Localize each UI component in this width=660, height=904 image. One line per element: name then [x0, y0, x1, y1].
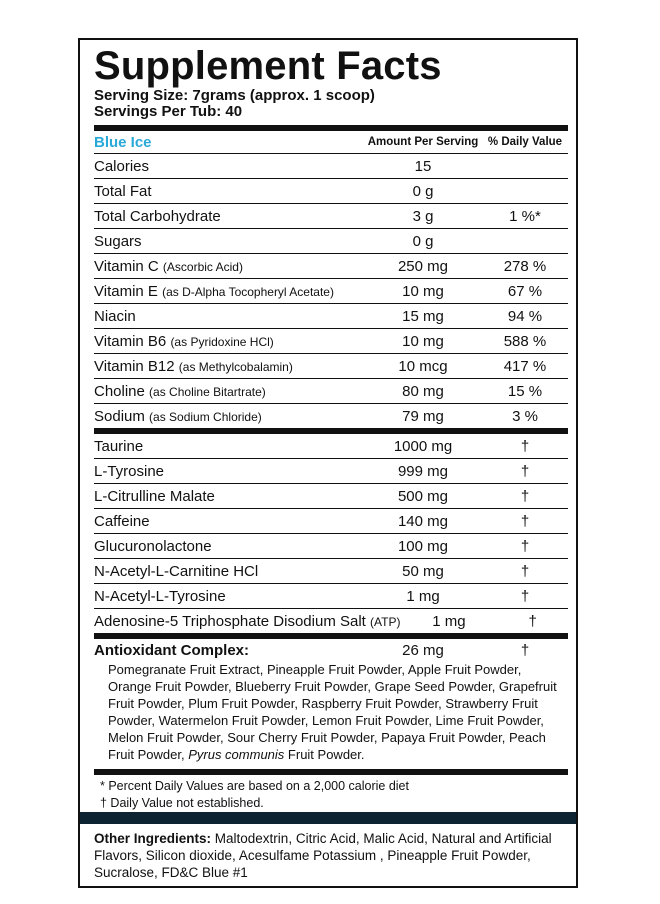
blend-name: N-Acetyl-L-Carnitine HCl	[94, 562, 259, 580]
blend-row	[94, 434, 568, 458]
other-ingredients-label: Other Ingredients:	[94, 831, 212, 846]
blend-amount: 1 mg	[432, 612, 466, 630]
nutrients-amount: 10 mg	[402, 282, 444, 300]
blend-amount: 100 mg	[397, 537, 449, 555]
nutrients-amount: 15 mg	[402, 307, 444, 325]
nutrients-name: Niacin	[94, 307, 136, 325]
blend-name: L-Tyrosine	[94, 462, 165, 480]
nutrients-amount: 15	[414, 157, 432, 175]
nutrients-name: Sodium (as Sodium Chloride)	[94, 407, 262, 425]
nutrients-row	[94, 304, 568, 328]
flavor-name: Blue Ice	[94, 133, 152, 151]
nutrients-daily-value: 1 %*	[509, 207, 541, 225]
blend-daily-value: †	[520, 487, 530, 505]
divider-thick	[94, 769, 568, 775]
nutrients-name: Vitamin B6 (as Pyridoxine HCl)	[94, 332, 274, 350]
blend-name: Glucuronolactone	[94, 537, 212, 555]
nutrients-daily-value: 94 %	[507, 307, 543, 325]
divider-band	[80, 812, 576, 824]
nutrient-list	[94, 154, 568, 428]
blend-list	[94, 434, 568, 633]
nutrients-amount: 3 g	[412, 207, 434, 225]
nutrients-name: Vitamin B12 (as Methylcobalamin)	[94, 357, 293, 375]
antioxidant-amount: 26 mg	[402, 641, 444, 659]
other-ingredients-text: Maltodextrin, Citric Acid, Malic Acid, Natural and Artificial Flavors, Silicon dioxide, Acesulfame Potassium , Pineapple Fruit Powder, Sucralose, FD&C Blue #1	[94, 831, 552, 880]
nutrients-amount: 10 mcg	[398, 357, 448, 375]
nutrients-daily-value: 3 %	[512, 407, 538, 425]
blend-row	[94, 509, 568, 533]
blend-name: Caffeine	[94, 512, 150, 530]
antioxidant-ingredients	[94, 661, 568, 763]
nutrients-row	[94, 229, 568, 253]
blend-amount: 140 mg	[397, 512, 449, 530]
nutrients-daily-value: 588 %	[503, 332, 547, 350]
nutrients-amount: 79 mg	[402, 407, 444, 425]
blend-amount: 1000 mg	[393, 437, 453, 455]
blend-daily-value: †	[520, 562, 530, 580]
nutrients-daily-value: 278 %	[503, 257, 547, 275]
blend-daily-value: †	[520, 462, 530, 480]
nutrients-amount: 0 g	[412, 182, 434, 200]
nutrients-row	[94, 254, 568, 278]
nutrients-row	[94, 354, 568, 378]
other-ingredients	[94, 830, 562, 881]
antioxidant-text: Pomegranate Fruit Extract, Pineapple Fruit Powder, Apple Fruit Powder, Orange Fruit Powder, Blueberry Fruit Powder, Grape Seed Powder, Grapefruit Fruit Powder, Plum Fruit Powder, Raspberry Fruit Powder, Strawberry Fruit Powder, Watermelon Fruit Powder, Lemon Fruit Powder, Lime Fruit Powder, Melon Fruit Powder, Sour Cherry Fruit Powder, Papaya Fruit Powder, Peach Fruit Powder,	[108, 662, 557, 762]
blend-row	[94, 534, 568, 558]
blend-amount: 1 mg	[406, 587, 440, 605]
antioxidant-name: Antioxidant Complex:	[94, 641, 250, 659]
nutrients-row	[94, 379, 568, 403]
blend-row	[94, 559, 568, 583]
supplement-facts-panel	[78, 38, 578, 888]
nutrients-name: Calories	[94, 157, 150, 175]
column-header	[94, 131, 568, 153]
blend-name: Adenosine-5 Triphosphate Disodium Salt (ATP)	[94, 612, 401, 630]
blend-name: L-Citrulline Malate	[94, 487, 215, 505]
footnote-dagger: † Daily Value not established.	[100, 796, 264, 810]
antioxidant-tail: Fruit Powder.	[287, 747, 365, 762]
nutrients-amount: 80 mg	[402, 382, 444, 400]
blend-amount: 50 mg	[402, 562, 444, 580]
amount-header: Amount Per Serving	[367, 136, 479, 148]
nutrients-name: Vitamin C (Ascorbic Acid)	[94, 257, 243, 275]
nutrients-name: Total Fat	[94, 182, 152, 200]
blend-daily-value: †	[520, 537, 530, 555]
nutrients-name: Vitamin E (as D-Alpha Tocopheryl Acetate)	[94, 282, 334, 300]
blend-row	[94, 609, 568, 633]
nutrients-row	[94, 404, 568, 428]
panel-title: Supplement Facts	[94, 44, 442, 88]
servings-per-container: Servings Per Tub: 40	[94, 103, 243, 120]
nutrients-row	[94, 179, 568, 203]
nutrients-row	[94, 329, 568, 353]
blend-row	[94, 459, 568, 483]
blend-daily-value: †	[528, 612, 537, 630]
blend-daily-value: †	[520, 437, 530, 455]
antioxidant-italic: Pyrus communis	[188, 747, 285, 762]
daily-value-header: % Daily Value	[487, 136, 563, 148]
blend-daily-value: †	[520, 512, 530, 530]
blend-row	[94, 484, 568, 508]
nutrients-daily-value: 67 %	[507, 282, 543, 300]
nutrients-row	[94, 154, 568, 178]
blend-row	[94, 584, 568, 608]
nutrients-amount: 250 mg	[397, 257, 449, 275]
blend-daily-value: †	[520, 587, 530, 605]
blend-name: N-Acetyl-L-Tyrosine	[94, 587, 226, 605]
antioxidant-dv: †	[520, 641, 530, 659]
nutrients-name: Total Carbohydrate	[94, 207, 221, 225]
nutrients-daily-value: 417 %	[503, 357, 547, 375]
facts-content	[94, 40, 568, 812]
nutrients-daily-value: 15 %	[507, 382, 543, 400]
antioxidant-row	[94, 639, 568, 661]
blend-amount: 500 mg	[397, 487, 449, 505]
nutrients-name: Choline (as Choline Bitartrate)	[94, 382, 266, 400]
blend-amount: 999 mg	[397, 462, 449, 480]
nutrients-name: Sugars	[94, 232, 142, 250]
serving-size: Serving Size: 7grams (approx. 1 scoop)	[94, 87, 375, 104]
footnote-star: * Percent Daily Values are based on a 2,000 calorie diet	[100, 779, 409, 793]
nutrients-row	[94, 204, 568, 228]
nutrients-amount: 10 mg	[402, 332, 444, 350]
nutrients-amount: 0 g	[412, 232, 434, 250]
blend-name: Taurine	[94, 437, 144, 455]
nutrients-row	[94, 279, 568, 303]
